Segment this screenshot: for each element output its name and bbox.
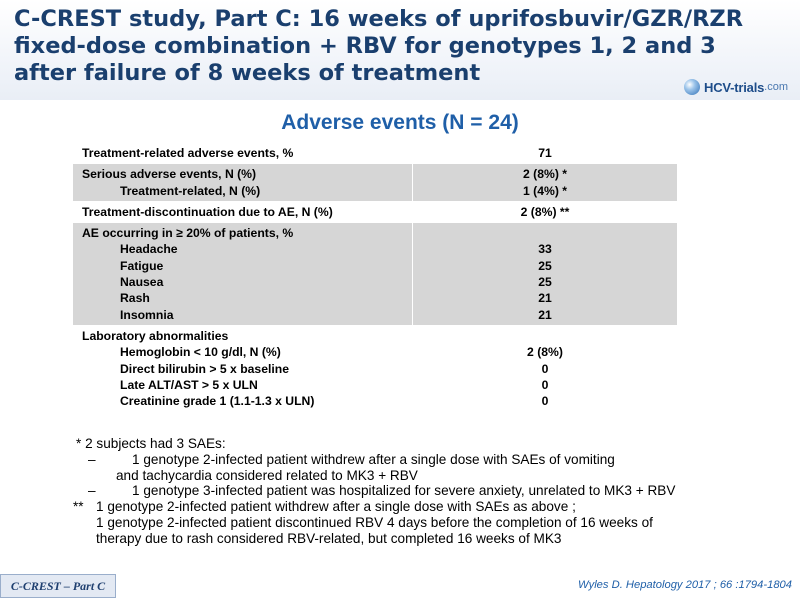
dash-bullet: – bbox=[88, 451, 96, 467]
logo-text: HCV-trials bbox=[704, 79, 765, 95]
row-sub-value: 21 bbox=[538, 307, 552, 322]
row-label bbox=[73, 223, 413, 326]
row-value bbox=[413, 201, 678, 222]
row-sub-value: 1 (4%) * bbox=[522, 183, 568, 198]
footnote-star: * 2 subjects had 3 SAEs: bbox=[76, 436, 226, 451]
table-row bbox=[73, 223, 678, 326]
footnote-text: 1 genotype 2-infected patient withdrew after a single dose with SAEs as above ; bbox=[96, 499, 576, 515]
hcv-trials-logo bbox=[684, 76, 788, 98]
reference-citation: Wyles D. Hepatology 2017 ; 66 :1794-1804 bbox=[578, 579, 792, 591]
row-label bbox=[73, 325, 413, 411]
row-label bbox=[73, 201, 413, 222]
footnotes bbox=[73, 436, 786, 547]
footnote-double-star bbox=[73, 499, 786, 515]
footnote-text: 1 genotype 3-infected patient was hospitalized for severe anxiety, unrelated to MK3 + RBV bbox=[132, 483, 676, 499]
table-heading: Adverse events (N = 24) bbox=[281, 111, 519, 134]
row-sub-item: Nausea bbox=[120, 275, 164, 290]
row-value-text: 71 bbox=[538, 146, 552, 160]
row-sub-item: Hemoglobin < 10 g/dl, N (%) bbox=[120, 345, 281, 360]
row-sub-item: Rash bbox=[120, 291, 150, 306]
row-sub-item: Creatinine grade 1 (1.1-1.3 x ULN) bbox=[120, 394, 315, 409]
row-label-text: Serious adverse events, N (%) bbox=[82, 167, 257, 182]
footnote-bullet bbox=[76, 483, 786, 499]
globe-icon bbox=[684, 79, 700, 95]
row-value bbox=[413, 164, 678, 202]
row-value-text: 2 (8%) ** bbox=[520, 204, 570, 219]
double-star-mark: ** bbox=[73, 499, 84, 515]
row-sub-item: Late ALT/AST > 5 x ULN bbox=[120, 377, 258, 392]
row-sub-value: 25 bbox=[538, 275, 552, 290]
row-sub-item: Fatigue bbox=[120, 258, 164, 273]
row-sub-item: Direct bilirubin > 5 x baseline bbox=[120, 361, 289, 376]
row-sub-value: 0 bbox=[541, 377, 549, 392]
row-label-text: Laboratory abnormalities bbox=[82, 328, 229, 343]
row-sub-item: Headache bbox=[120, 242, 178, 257]
dash-bullet: – bbox=[88, 483, 96, 499]
row-value bbox=[413, 223, 678, 326]
row-label-text: AE occurring in ≥ 20% of patients, % bbox=[82, 226, 294, 241]
row-sub-item: Insomnia bbox=[120, 307, 174, 322]
logo-domain: .com bbox=[764, 81, 788, 93]
slide-title: C-CREST study, Part C: 16 weeks of uprifosbuvir/GZR/RZR fixed-dose combination + RBV for genotypes 1, 2 and 3 after failure of 8 weeks of treatment bbox=[14, 6, 744, 86]
adverse-events-table bbox=[72, 142, 678, 412]
table-row bbox=[73, 164, 678, 202]
row-value bbox=[413, 325, 678, 411]
row-label bbox=[73, 164, 413, 202]
row-value-text: 2 (8%) * bbox=[522, 167, 568, 182]
row-label-text: Treatment-related adverse events, % bbox=[82, 146, 294, 160]
footnote-text-continued: and tachycardia considered related to MK3 + RBV bbox=[116, 467, 418, 483]
table-row bbox=[73, 201, 678, 222]
row-label bbox=[73, 143, 413, 164]
row-sub-value: 0 bbox=[541, 394, 549, 409]
row-sub-value: 21 bbox=[538, 291, 552, 306]
row-sub-value: 33 bbox=[538, 242, 552, 257]
row-sub-item: Treatment-related, N (%) bbox=[120, 183, 261, 198]
footnote-bullet bbox=[76, 452, 786, 468]
row-value bbox=[413, 143, 678, 164]
slide-header bbox=[0, 0, 800, 100]
table-row bbox=[73, 143, 678, 164]
row-sub-value: 2 (8%) bbox=[527, 345, 563, 360]
footnote-text-continued: therapy due to rash considered RBV-related, but completed 16 weeks of MK3 bbox=[96, 530, 562, 546]
study-tag: C-CREST – Part C bbox=[0, 574, 116, 598]
table-row bbox=[73, 325, 678, 411]
footnote-text: 1 genotype 2-infected patient withdrew after a single dose with SAEs of vomiting bbox=[132, 451, 615, 467]
row-label-text: Treatment-discontinuation due to AE, N (%) bbox=[82, 204, 333, 219]
footnote-text-continued: 1 genotype 2-infected patient discontinued RBV 4 days before the completion of 16 weeks of bbox=[96, 514, 653, 530]
row-sub-value: 0 bbox=[541, 361, 549, 376]
row-sub-value: 25 bbox=[538, 258, 552, 273]
